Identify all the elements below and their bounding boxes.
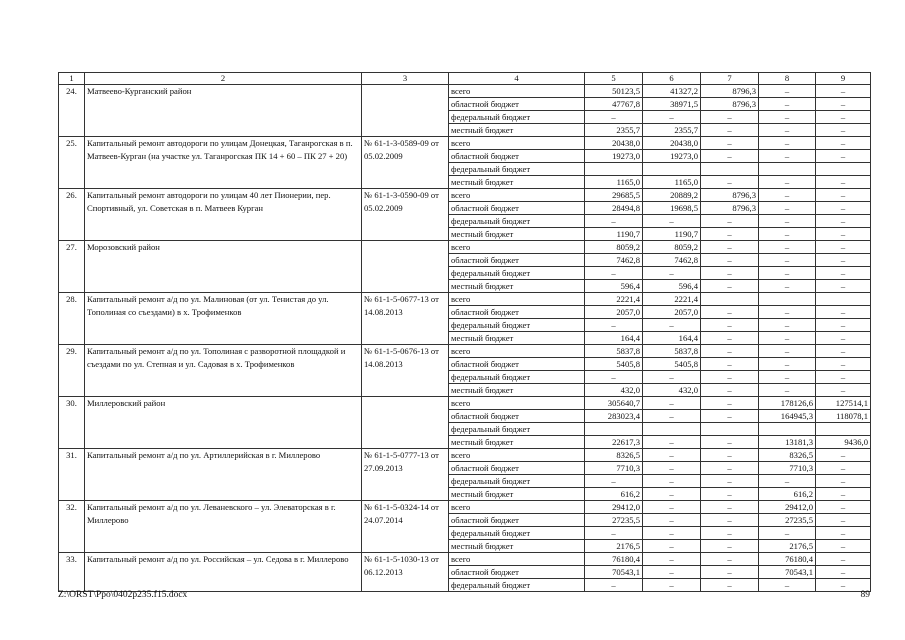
amount-cell: 2221,4 (643, 293, 701, 306)
amount-cell: – (643, 111, 701, 124)
amount-cell: 5837,8 (585, 345, 643, 358)
amount-cell (816, 293, 871, 306)
amount-cell: 19273,0 (585, 150, 643, 163)
amount-cell: 27235,5 (759, 514, 816, 527)
amount-cell: – (816, 501, 871, 514)
amount-cell: – (643, 527, 701, 540)
funding-source-label: всего (449, 85, 585, 98)
amount-cell: 5837,8 (643, 345, 701, 358)
amount-cell: 1190,7 (585, 228, 643, 241)
footer-file-path: Z:\ORST\Ppo\0402p235.f15.docx (58, 590, 188, 600)
funding-source-label: всего (449, 449, 585, 462)
amount-cell: 19273,0 (643, 150, 701, 163)
amount-cell: 8059,2 (585, 241, 643, 254)
funding-source-label: всего (449, 293, 585, 306)
amount-cell: – (701, 254, 759, 267)
amount-cell: – (759, 579, 816, 592)
amount-cell: 8326,5 (759, 449, 816, 462)
expertise-conclusion: № 61-1-5-0324-14 от 24.07.2014 (362, 501, 449, 553)
amount-cell: – (816, 345, 871, 358)
amount-cell: – (759, 202, 816, 215)
amount-cell: – (759, 306, 816, 319)
amount-cell: – (701, 176, 759, 189)
amount-cell: – (816, 241, 871, 254)
amount-cell: 118078,1 (816, 410, 871, 423)
item-number: 25. (59, 137, 85, 189)
amount-cell: – (585, 579, 643, 592)
amount-cell: – (759, 241, 816, 254)
item-number: 32. (59, 501, 85, 553)
amount-cell: 20438,0 (643, 137, 701, 150)
funding-source-label: федеральный бюджет (449, 475, 585, 488)
amount-cell (759, 423, 816, 436)
amount-cell: – (759, 527, 816, 540)
amount-cell: 29412,0 (585, 501, 643, 514)
amount-cell: 1165,0 (585, 176, 643, 189)
amount-cell (701, 163, 759, 176)
amount-cell: 2176,5 (759, 540, 816, 553)
amount-cell: 7462,8 (585, 254, 643, 267)
amount-cell: 76180,4 (585, 553, 643, 566)
object-name: Матвеево-Курганский район (85, 85, 362, 137)
funding-source-label: всего (449, 553, 585, 566)
funding-source-label: всего (449, 501, 585, 514)
funding-source-label: местный бюджет (449, 228, 585, 241)
funding-source-label: федеральный бюджет (449, 423, 585, 436)
amount-cell: 432,0 (585, 384, 643, 397)
amount-cell: 76180,4 (759, 553, 816, 566)
amount-cell: 8796,3 (701, 98, 759, 111)
amount-cell: – (701, 449, 759, 462)
amount-cell: – (643, 449, 701, 462)
funding-source-label: областной бюджет (449, 98, 585, 111)
amount-cell: – (643, 501, 701, 514)
amount-cell: 38971,5 (643, 98, 701, 111)
funding-source-label: местный бюджет (449, 280, 585, 293)
amount-cell (643, 423, 701, 436)
object-name: Морозовский район (85, 241, 362, 293)
expertise-conclusion: № 61-1-5-0777-13 от 27.09.2013 (362, 449, 449, 501)
amount-cell: – (701, 267, 759, 280)
table-row (59, 553, 871, 566)
expertise-conclusion: № 61-1-5-1030-13 от 06.12.2013 (362, 553, 449, 592)
amount-cell: – (701, 384, 759, 397)
amount-cell: 28494,8 (585, 202, 643, 215)
amount-cell: – (759, 384, 816, 397)
amount-cell: – (816, 475, 871, 488)
amount-cell: – (759, 319, 816, 332)
item-number: 31. (59, 449, 85, 501)
object-name: Капитальный ремонт а/д по ул. Тополиная с разворотной площадкой и съездами по ул. Степная и ул. Садовая в х. Трофименков (85, 345, 362, 397)
table-row (59, 293, 871, 306)
funding-source-label: федеральный бюджет (449, 319, 585, 332)
amount-cell (816, 163, 871, 176)
funding-source-label: местный бюджет (449, 540, 585, 553)
amount-cell: – (643, 397, 701, 410)
amount-cell: – (701, 124, 759, 137)
amount-cell: – (701, 280, 759, 293)
amount-cell: 7462,8 (643, 254, 701, 267)
amount-cell: 1165,0 (643, 176, 701, 189)
amount-cell: – (701, 358, 759, 371)
amount-cell: 70543,1 (585, 566, 643, 579)
table-row (59, 345, 871, 358)
amount-cell: 19698,5 (643, 202, 701, 215)
amount-cell: – (643, 540, 701, 553)
amount-cell: – (816, 85, 871, 98)
funding-source-label: областной бюджет (449, 150, 585, 163)
funding-source-label: всего (449, 345, 585, 358)
amount-cell: – (816, 579, 871, 592)
amount-cell: 164,4 (643, 332, 701, 345)
funding-source-label: всего (449, 241, 585, 254)
amount-cell: 22617,3 (585, 436, 643, 449)
funding-source-label: местный бюджет (449, 176, 585, 189)
amount-cell: 8796,3 (701, 85, 759, 98)
item-number: 28. (59, 293, 85, 345)
amount-cell: – (701, 553, 759, 566)
funding-source-label: всего (449, 397, 585, 410)
amount-cell: 616,2 (585, 488, 643, 501)
amount-cell: 7710,3 (759, 462, 816, 475)
amount-cell: – (816, 228, 871, 241)
expertise-conclusion: № 61-1-3-0590-09 от 05.02.2009 (362, 189, 449, 241)
item-number: 27. (59, 241, 85, 293)
funding-source-label: федеральный бюджет (449, 579, 585, 592)
item-number: 26. (59, 189, 85, 241)
amount-cell: 2176,5 (585, 540, 643, 553)
amount-cell: – (816, 514, 871, 527)
funding-source-label: областной бюджет (449, 410, 585, 423)
amount-cell: – (759, 215, 816, 228)
table-row (59, 137, 871, 150)
amount-cell: – (701, 215, 759, 228)
amount-cell: – (701, 436, 759, 449)
funding-source-label: федеральный бюджет (449, 111, 585, 124)
funding-source-label: федеральный бюджет (449, 215, 585, 228)
amount-cell: – (585, 267, 643, 280)
amount-cell: – (816, 319, 871, 332)
amount-cell: – (816, 358, 871, 371)
funding-source-label: местный бюджет (449, 436, 585, 449)
funding-source-label: федеральный бюджет (449, 527, 585, 540)
amount-cell (759, 293, 816, 306)
amount-cell: 1190,7 (643, 228, 701, 241)
amount-cell: – (759, 150, 816, 163)
amount-cell: – (701, 150, 759, 163)
amount-cell (585, 163, 643, 176)
amount-cell: 70543,1 (759, 566, 816, 579)
amount-cell: – (643, 436, 701, 449)
amount-cell: 2355,7 (643, 124, 701, 137)
amount-cell: – (643, 488, 701, 501)
object-name: Капитальный ремонт а/д по ул. Леваневского – ул. Элеваторская в г. Миллерово (85, 501, 362, 553)
expertise-conclusion (362, 397, 449, 449)
object-name: Капитальный ремонт а/д по ул. Малиновая (от ул. Тенистая до ул. Тополиная со съездами) в х. Трофименков (85, 293, 362, 345)
amount-cell: – (816, 111, 871, 124)
funding-source-label: местный бюджет (449, 384, 585, 397)
amount-cell: – (701, 514, 759, 527)
amount-cell: – (759, 124, 816, 137)
amount-cell: – (643, 215, 701, 228)
amount-cell (816, 423, 871, 436)
amount-cell: – (816, 280, 871, 293)
amount-cell: – (643, 319, 701, 332)
amount-cell: – (816, 527, 871, 540)
funding-source-label: федеральный бюджет (449, 163, 585, 176)
amount-cell: – (816, 150, 871, 163)
funding-source-label: местный бюджет (449, 332, 585, 345)
column-number: 3 (362, 73, 449, 85)
amount-cell (585, 423, 643, 436)
table-row (59, 397, 871, 410)
amount-cell: – (816, 332, 871, 345)
amount-cell: 7710,3 (585, 462, 643, 475)
table-header (59, 73, 871, 85)
amount-cell: – (759, 332, 816, 345)
amount-cell: – (816, 488, 871, 501)
amount-cell: – (701, 228, 759, 241)
amount-cell: – (759, 176, 816, 189)
amount-cell: – (816, 371, 871, 384)
amount-cell: – (759, 371, 816, 384)
amount-cell: – (701, 111, 759, 124)
amount-cell: 29685,5 (585, 189, 643, 202)
amount-cell: – (701, 332, 759, 345)
funding-source-label: областной бюджет (449, 306, 585, 319)
amount-cell: 13181,3 (759, 436, 816, 449)
amount-cell: 178126,6 (759, 397, 816, 410)
amount-cell: – (816, 566, 871, 579)
amount-cell: – (585, 319, 643, 332)
amount-cell: – (701, 501, 759, 514)
funding-source-label: областной бюджет (449, 566, 585, 579)
funding-source-label: федеральный бюджет (449, 371, 585, 384)
amount-cell: – (759, 228, 816, 241)
amount-cell: 2057,0 (585, 306, 643, 319)
amount-cell: 29412,0 (759, 501, 816, 514)
amount-cell: – (759, 280, 816, 293)
amount-cell (701, 293, 759, 306)
amount-cell: – (585, 475, 643, 488)
amount-cell: – (701, 397, 759, 410)
amount-cell: – (816, 462, 871, 475)
amount-cell: 2221,4 (585, 293, 643, 306)
amount-cell: – (701, 462, 759, 475)
funding-source-label: местный бюджет (449, 488, 585, 501)
amount-cell: – (643, 267, 701, 280)
amount-cell: – (759, 267, 816, 280)
table-row (59, 241, 871, 254)
funding-source-label: областной бюджет (449, 254, 585, 267)
object-name: Миллеровский район (85, 397, 362, 449)
amount-cell: 47767,8 (585, 98, 643, 111)
amount-cell: – (643, 410, 701, 423)
amount-cell: – (816, 553, 871, 566)
column-number: 6 (643, 73, 701, 85)
object-name: Капитальный ремонт а/д по ул. Артиллерийская в г. Миллерово (85, 449, 362, 501)
funding-source-label: областной бюджет (449, 358, 585, 371)
table-row (59, 189, 871, 202)
funding-source-label: областной бюджет (449, 202, 585, 215)
item-number: 33. (59, 553, 85, 592)
amount-cell: 5405,8 (643, 358, 701, 371)
item-number: 30. (59, 397, 85, 449)
object-name: Капитальный ремонт автодороги по улицам Донецкая, Таганрогская в п. Матвеев-Курган (на участке ул. Таганрогская ПК 14 + 60 – ПК 27 + 20) (85, 137, 362, 189)
funding-source-label: областной бюджет (449, 462, 585, 475)
amount-cell: 8059,2 (643, 241, 701, 254)
amount-cell: 8326,5 (585, 449, 643, 462)
amount-cell: – (701, 319, 759, 332)
amount-cell: – (759, 345, 816, 358)
amount-cell: – (816, 137, 871, 150)
amount-cell: 8796,3 (701, 202, 759, 215)
table-row (59, 449, 871, 462)
amount-cell (701, 423, 759, 436)
amount-cell: 596,4 (585, 280, 643, 293)
funding-source-label: всего (449, 189, 585, 202)
funding-source-label: областной бюджет (449, 514, 585, 527)
amount-cell: – (701, 540, 759, 553)
expertise-conclusion (362, 85, 449, 137)
amount-cell: – (701, 566, 759, 579)
table-row (59, 85, 871, 98)
amount-cell: – (643, 579, 701, 592)
amount-cell: 41327,2 (643, 85, 701, 98)
amount-cell: – (759, 98, 816, 111)
expertise-conclusion: № 61-1-5-0677-13 от 14.08.2013 (362, 293, 449, 345)
amount-cell: 8796,3 (701, 189, 759, 202)
column-number: 4 (449, 73, 585, 85)
amount-cell: – (643, 553, 701, 566)
amount-cell: – (585, 111, 643, 124)
amount-cell: – (643, 514, 701, 527)
amount-cell: – (585, 215, 643, 228)
amount-cell: – (701, 488, 759, 501)
column-number: 2 (85, 73, 362, 85)
amount-cell: – (759, 111, 816, 124)
object-name: Капитальный ремонт а/д по ул. Российская – ул. Седова в г. Миллерово (85, 553, 362, 592)
column-number-row (59, 73, 871, 85)
amount-cell: – (643, 475, 701, 488)
item-number: 29. (59, 345, 85, 397)
amount-cell: – (585, 371, 643, 384)
column-number: 7 (701, 73, 759, 85)
amount-cell: – (816, 176, 871, 189)
amount-cell: – (816, 215, 871, 228)
expertise-conclusion (362, 241, 449, 293)
amount-cell (643, 163, 701, 176)
amount-cell: 596,4 (643, 280, 701, 293)
amount-cell: – (759, 254, 816, 267)
budget-table (58, 72, 871, 592)
table-body (59, 85, 871, 592)
item-number: 24. (59, 85, 85, 137)
amount-cell: – (585, 527, 643, 540)
object-name: Капитальный ремонт автодороги по улицам 40 лет Пионерии, пер. Спортивный, ул. Советская в п. Матвеев Курган (85, 189, 362, 241)
amount-cell: – (759, 358, 816, 371)
amount-cell: 164,4 (585, 332, 643, 345)
amount-cell: 432,0 (643, 384, 701, 397)
amount-cell (759, 163, 816, 176)
funding-source-label: всего (449, 137, 585, 150)
amount-cell: – (759, 85, 816, 98)
amount-cell: 127514,1 (816, 397, 871, 410)
amount-cell: – (643, 462, 701, 475)
amount-cell: – (643, 371, 701, 384)
amount-cell: – (701, 527, 759, 540)
column-number: 9 (816, 73, 871, 85)
amount-cell: 50123,5 (585, 85, 643, 98)
expertise-conclusion: № 61-1-3-0589-09 от 05.02.2009 (362, 137, 449, 189)
expertise-conclusion: № 61-1-5-0676-13 от 14.08.2013 (362, 345, 449, 397)
amount-cell: – (816, 540, 871, 553)
funding-source-label: федеральный бюджет (449, 267, 585, 280)
amount-cell: – (816, 267, 871, 280)
column-number: 5 (585, 73, 643, 85)
amount-cell: 283023,4 (585, 410, 643, 423)
column-number: 1 (59, 73, 85, 85)
amount-cell: – (701, 475, 759, 488)
amount-cell: 5405,8 (585, 358, 643, 371)
amount-cell: 20889,2 (643, 189, 701, 202)
table-row (59, 501, 871, 514)
footer-page-number: 89 (860, 590, 870, 600)
amount-cell: – (816, 189, 871, 202)
funding-source-label: местный бюджет (449, 124, 585, 137)
amount-cell: – (759, 137, 816, 150)
amount-cell: – (701, 345, 759, 358)
amount-cell: – (759, 475, 816, 488)
amount-cell: 20438,0 (585, 137, 643, 150)
amount-cell: – (701, 579, 759, 592)
amount-cell: – (816, 202, 871, 215)
amount-cell: 164945,3 (759, 410, 816, 423)
amount-cell: – (816, 306, 871, 319)
amount-cell: 305640,7 (585, 397, 643, 410)
amount-cell: – (816, 124, 871, 137)
amount-cell: – (701, 306, 759, 319)
amount-cell: – (816, 449, 871, 462)
amount-cell: – (816, 384, 871, 397)
amount-cell: 2355,7 (585, 124, 643, 137)
amount-cell: 2057,0 (643, 306, 701, 319)
amount-cell: 616,2 (759, 488, 816, 501)
amount-cell: – (643, 566, 701, 579)
column-number: 8 (759, 73, 816, 85)
amount-cell: 9436,0 (816, 436, 871, 449)
amount-cell: – (701, 137, 759, 150)
amount-cell: – (701, 371, 759, 384)
amount-cell: 27235,5 (585, 514, 643, 527)
amount-cell: – (759, 189, 816, 202)
amount-cell: – (816, 98, 871, 111)
amount-cell: – (701, 241, 759, 254)
amount-cell: – (816, 254, 871, 267)
amount-cell: – (701, 410, 759, 423)
